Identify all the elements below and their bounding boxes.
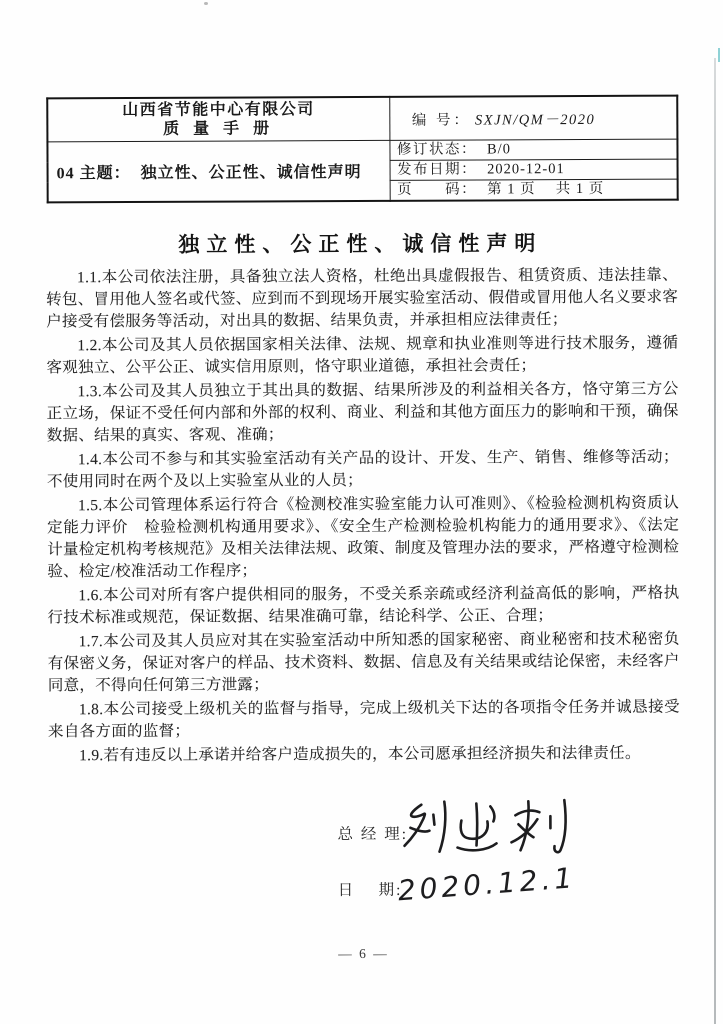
page-code-value: 第 1 页 共 1 页: [487, 180, 605, 198]
handwritten-date-text: 2020.12.1: [396, 861, 578, 908]
release-date-value: 2020-12-01: [487, 161, 565, 178]
handwritten-date: [392, 857, 592, 910]
subject-label: 04 主题：: [56, 164, 131, 183]
company-name: 山西省节能中心有限公司: [122, 101, 315, 120]
doc-code-label: 编 号：: [411, 112, 472, 129]
paragraph-1-5: 1.5.本公司管理体系运行符合《检测校准实验室能力认可准则》、《检验检测机构资质认定能力评价 检验检测机构通用要求》、《安全生产检测检验机构能力的通用要求》、《法定计量检定机构考核规范》及相关法律法规、政策、制度及管理办法的要求，严格遵守检测检验、检定/校准活动工作程序；: [47, 494, 680, 581]
release-date-label: 发布日期：: [397, 161, 478, 178]
footer-page-number: — 6 —: [338, 945, 389, 962]
revision-cell: [389, 139, 677, 160]
scan-speck: [204, 2, 208, 5]
doc-code-cell: [389, 96, 677, 141]
paragraph-1-9: 1.9.若有违反以上承诺并给客户造成损失的，本公司愿承担经济损失和法律责任。: [79, 744, 641, 765]
paragraph-1-7: 1.7.本公司及其人员应对其在实验室活动中所知悉的国家秘密、商业秘密和技术秘密负有保密义务，保证对客户的样品、技术资料、数据、信息及有关结果或结论保密，未经客户同意，不得向任何第三方泄露；: [47, 630, 680, 695]
general-manager-signature: [397, 793, 577, 862]
paragraph-1-3: 1.3.本公司及其人员独立于其出具的数据、结果所涉及的利益相关各方，恪守第三方公正立场，保证不受任何内部和外部的权利、商业、利益和其他方面压力的影响和干预，确保数据、结果的真实、客观、准确；: [46, 380, 679, 445]
general-manager-label: 总 经 理:: [337, 825, 409, 844]
paragraph-1-2: 1.2.本公司及其人员依据国家相关法律、法规、规章和执业准则等进行技术服务，遵循客观独立、公平公正、诚实信用原则，恪守职业道德，承担社会责任；: [46, 334, 679, 377]
revision-value: B/0: [486, 141, 511, 158]
doc-code-value: SXJN/QM－2020: [474, 111, 596, 128]
paragraph-1-8: 1.8.本公司接受上级机关的监督与指导，完成上级机关下达的各项指令任务并诚恳接受来自各方面的监督；: [47, 698, 680, 741]
subject-value: 独立性、公正性、诚信性声明: [140, 163, 362, 182]
document-title: 独立性、公正性、诚信性声明: [178, 231, 543, 257]
page-code-label: 页 码：: [397, 181, 478, 198]
paragraph-1-1: 1.1.本公司依法注册，具备独立法人资格，杜绝出具虚假报告、租赁资质、违法挂靠、转包、冒用他人签名或代签、应到而不到现场开展实验室活动、假借或冒用他人名义要求客户接受有偿服务等活动，对出具的数据、结果负责，并承担相应法律责任；: [46, 266, 679, 331]
document-header-table: [46, 95, 678, 204]
date-label: 日 期:: [337, 881, 403, 900]
scan-edge-tick: [718, 48, 720, 62]
paragraph-1-6: 1.6.本公司对所有客户提供相同的服务，不受关系亲疏或经济利益高低的影响，严格执行技术标准或规范，保证数据、结果准确可靠，结论科学、公正、合理；: [47, 584, 680, 627]
scan-edge-line: [714, 58, 716, 1024]
declaration-body: [46, 265, 680, 770]
company-header-cell: [47, 97, 389, 142]
page-code-cell: [390, 179, 678, 201]
release-date-cell: [390, 159, 678, 180]
manual-title: 质 量 手 册: [163, 120, 275, 138]
revision-label: 修订状态：: [396, 141, 478, 158]
paragraph-1-4: 1.4.本公司不参与和其实验室活动有关产品的设计、开发、生产、销售、维修等活动；不使用同时在两个及以上实验室从业的人员；: [46, 448, 679, 491]
subject-cell: [47, 140, 389, 202]
